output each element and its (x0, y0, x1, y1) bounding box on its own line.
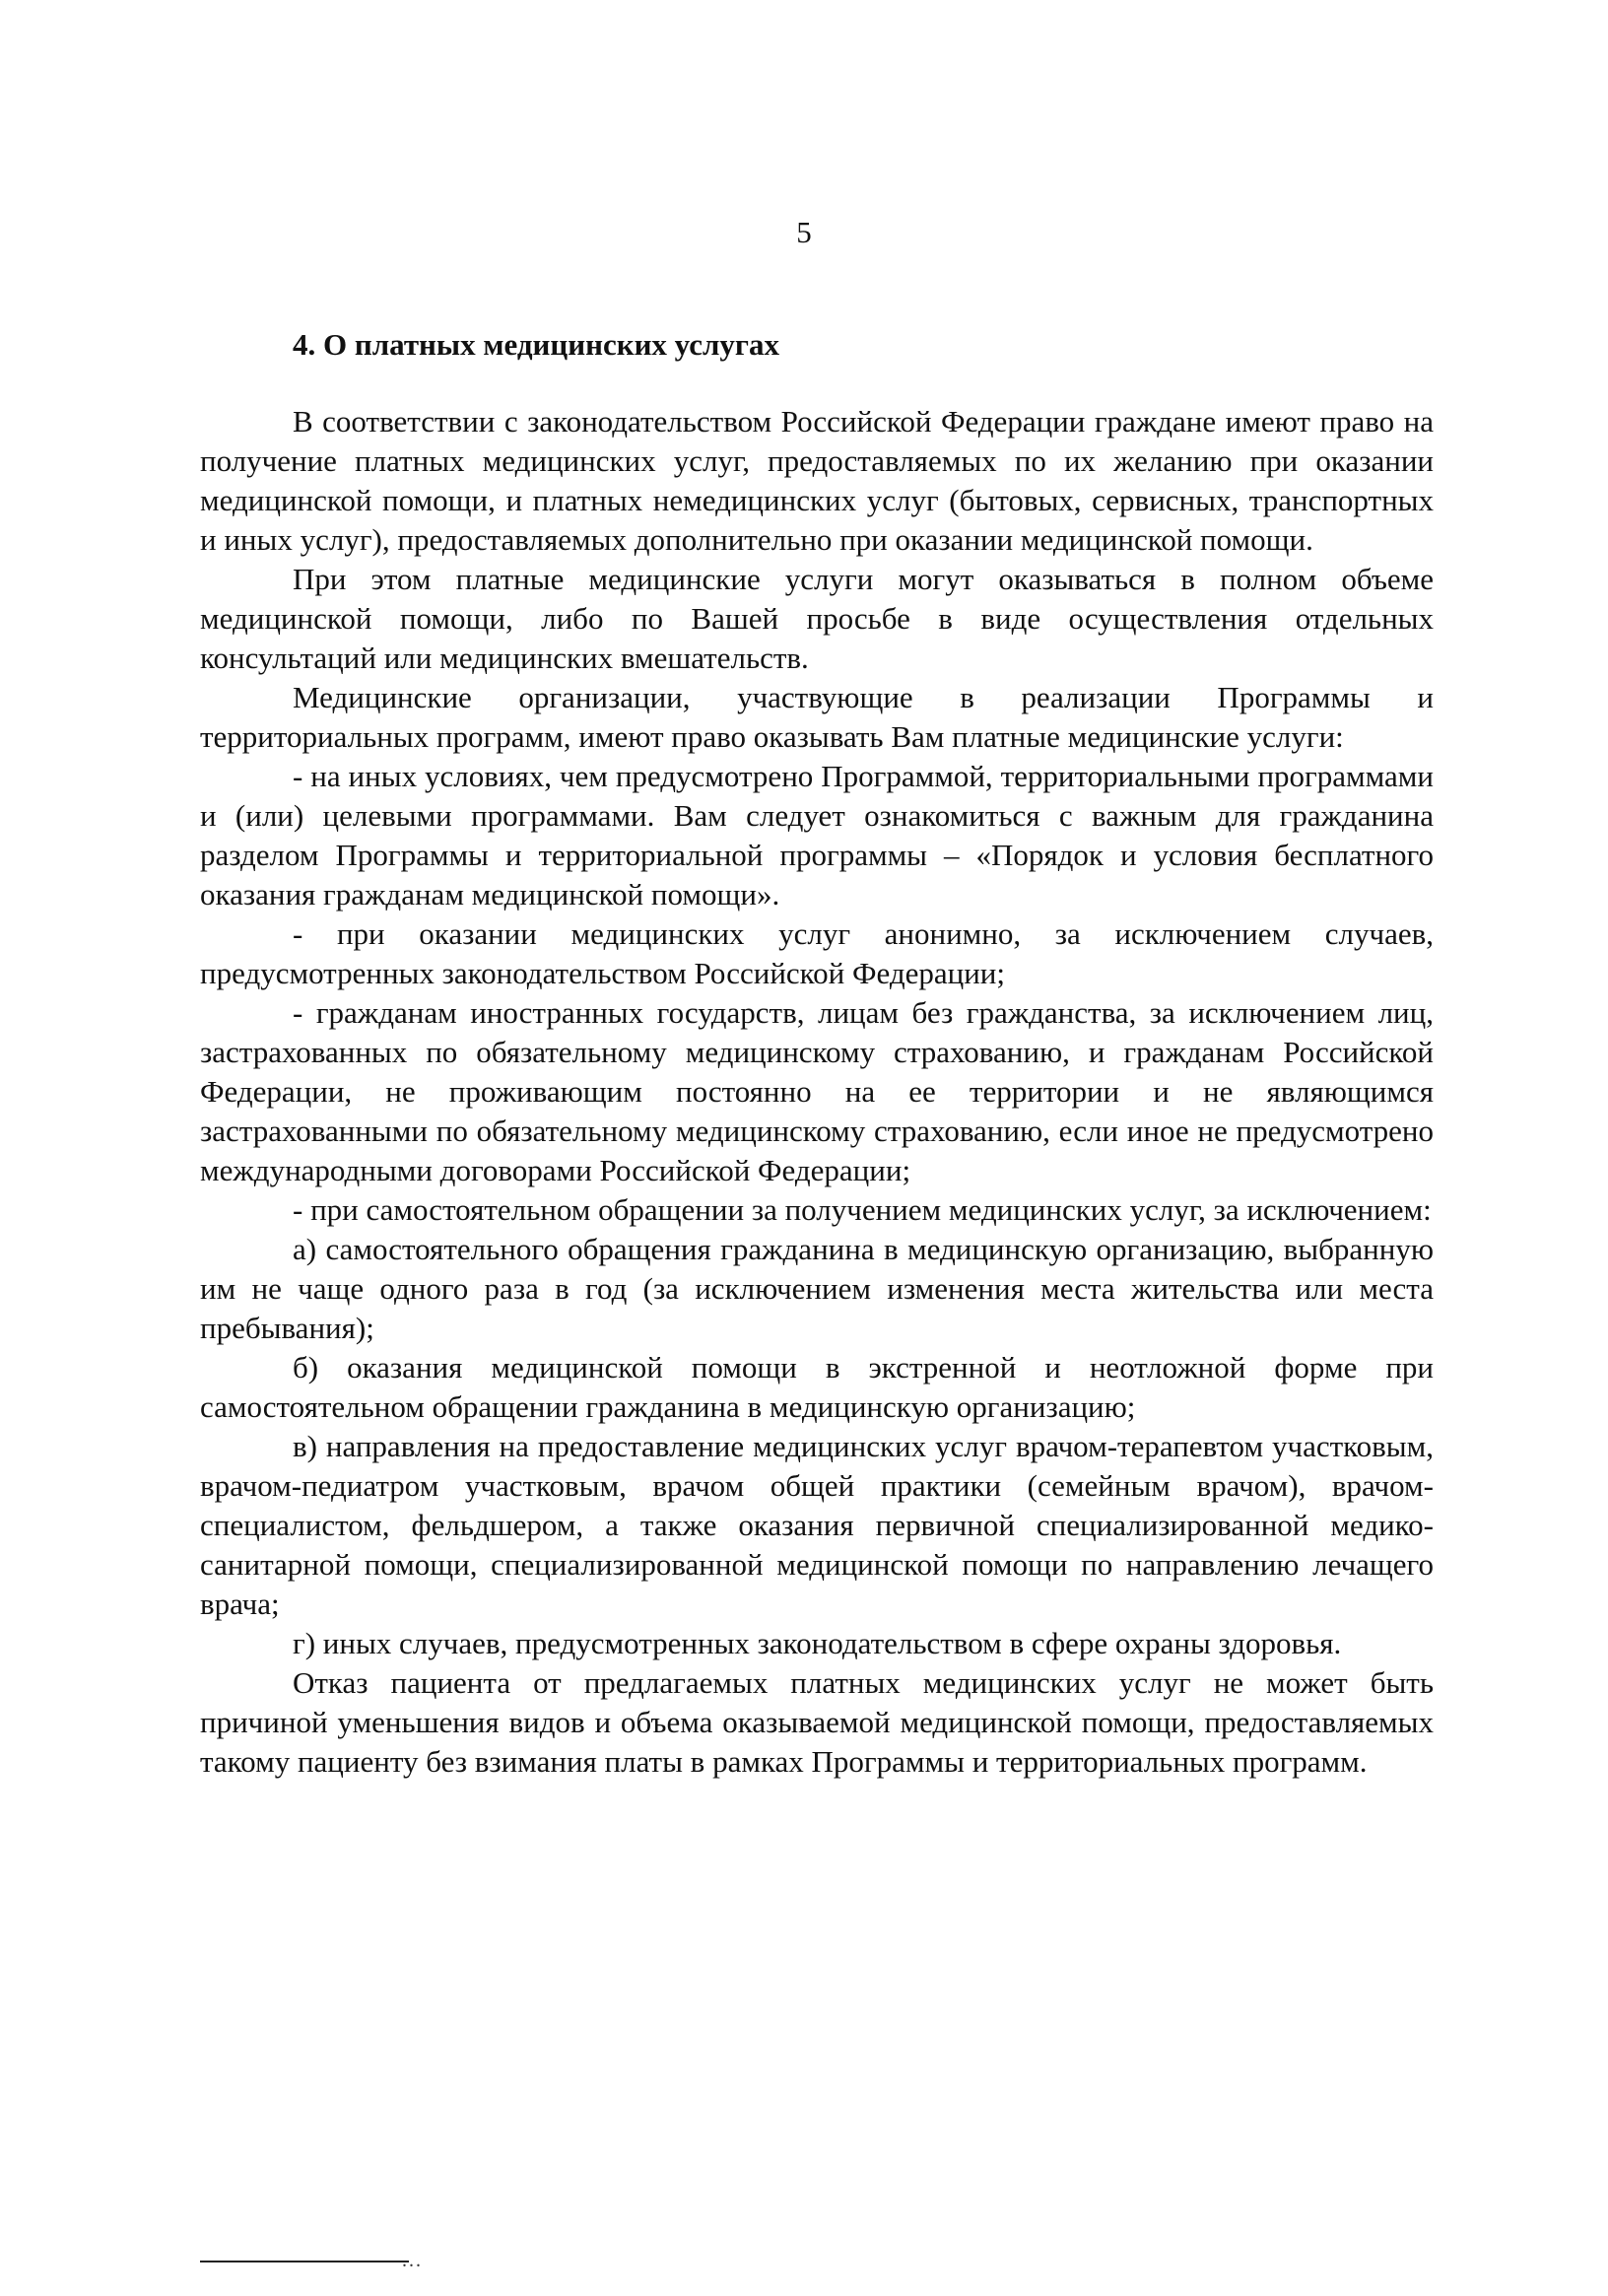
list-item-foreign-citizens: - гражданам иностранных государств, лицам без гражданства, за исключением лиц, застрахованных по обязательному медицинскому страхованию, и гражданам Российской Федерации, не проживающим постоянно на ее территории и не являющимся застрахованными по обязательному медицинскому страхованию, если иное не предусмотрено международными договорами Российской Федерации; (200, 995, 1434, 1187)
page-number: 5 (796, 215, 812, 249)
list-item-other-conditions: - на иных условиях, чем предусмотрено Программой, территориальными программами и (или) целевыми программами. Вам следует ознакомиться с важным для гражданина разделом Программы и территориальной программы – «Порядок и условия бесплатного оказания гражданам медицинской помощи». (200, 759, 1434, 912)
footer-mark: ... (402, 2250, 423, 2271)
document-body (200, 325, 1434, 1782)
sub-item-v: в) направления на предоставление медицинских услуг врачом-терапевтом участковым, врачом-педиатром участковым, врачом общей практики (семейным врачом), врачом-специалистом, фельдшером, а также оказания первичной специализированной медико-санитарной помощи, специализированной медицинской помощи по направлению лечащего врача; (200, 1429, 1434, 1621)
footnote-divider (200, 2261, 409, 2262)
sub-item-g: г) иных случаев, предусмотренных законодательством в сфере охраны здоровья. (293, 1626, 1342, 1660)
paragraph-scope: При этом платные медицинские услуги могут оказываться в полном объеме медицинской помощи, либо по Вашей просьбе в виде осуществления отдельных консультаций или медицинских вмешательств. (200, 562, 1434, 675)
paragraph-organizations: Медицинские организации, участвующие в реализации Программы и территориальных программ, имеют право оказывать Вам платные медицинские услуги: (200, 680, 1434, 754)
sub-item-b: б) оказания медицинской помощи в экстренной и неотложной форме при самостоятельном обращении гражданина в медицинскую организацию; (200, 1350, 1434, 1424)
list-item-self-referral: - при самостоятельном обращении за получением медицинских услуг, за исключением: (293, 1192, 1432, 1227)
paragraph-refusal: Отказ пациента от предлагаемых платных медицинских услуг не может быть причиной уменьшения видов и объема оказываемой медицинской помощи, предоставляемых такому пациенту без взимания платы в рамках Программы и территориальных программ. (200, 1665, 1434, 1779)
paragraph-rights-intro: В соответствии с законодательством Российской Федерации граждане имеют право на получение платных медицинских услуг, предоставляемых по их желанию при оказании медицинской помощи, и платных немедицинских услуг (бытовых, сервисных, транспортных и иных услуг), предоставляемых дополнительно при оказании медицинской помощи. (200, 404, 1434, 557)
list-item-anonymous: - при оказании медицинских услуг анонимно, за исключением случаев, предусмотренных законодательством Российской Федерации; (200, 916, 1434, 990)
section-heading: 4. О платных медицинских услугах (293, 327, 779, 362)
sub-item-a: а) самостоятельного обращения гражданина в медицинскую организацию, выбранную им не чаще одного раза в год (за исключением изменения места жительства или места пребывания); (200, 1232, 1434, 1345)
